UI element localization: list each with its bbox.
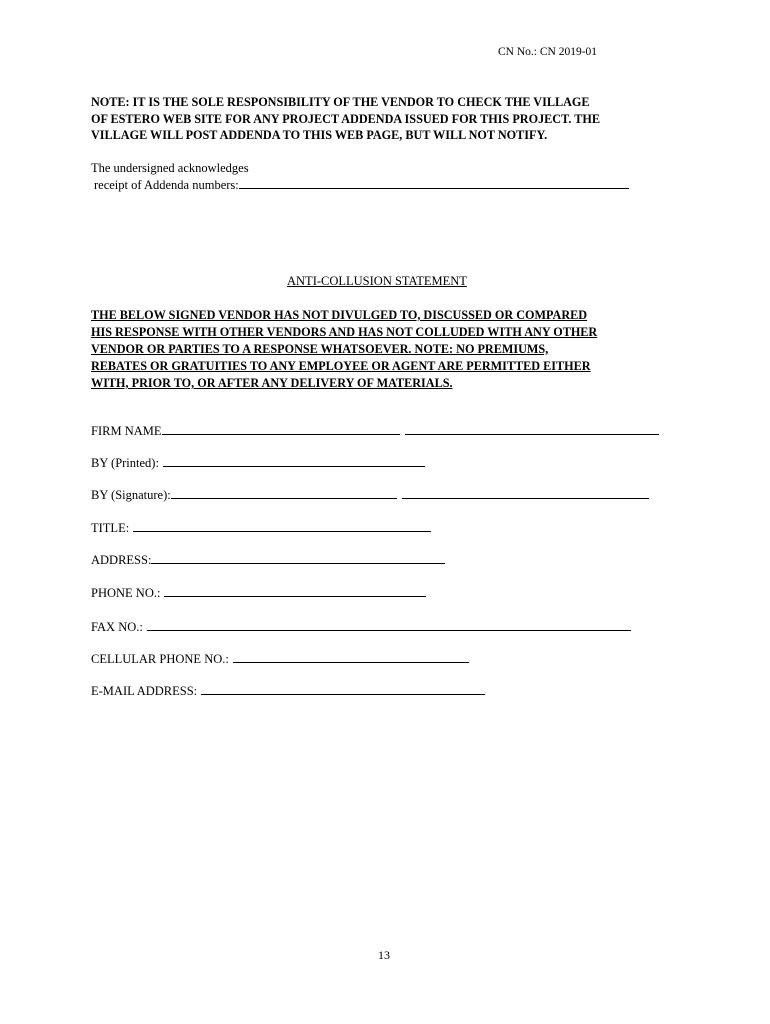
firm-name-field-2[interactable] xyxy=(405,423,659,435)
cn-number: CN No.: CN 2019-01 xyxy=(498,46,598,58)
email-label: E-MAIL ADDRESS: xyxy=(91,684,198,698)
cellular-field[interactable] xyxy=(233,651,469,663)
title-field[interactable] xyxy=(133,520,431,532)
title-row xyxy=(91,520,431,535)
firm-name-label: FIRM NAME xyxy=(91,424,162,438)
statement-line: HIS RESPONSE WITH OTHER VENDORS AND HAS NOT COLLUDED WITH ANY OTHER xyxy=(91,325,598,339)
signature-field-2[interactable] xyxy=(402,487,649,499)
statement-line: THE BELOW SIGNED VENDOR HAS NOT DIVULGED TO, DISCUSSED OR COMPARED xyxy=(91,308,588,322)
statement-line: VENDOR OR PARTIES TO A RESPONSE WHATSOEVER. NOTE: NO PREMIUMS, xyxy=(91,342,549,356)
signature-field[interactable] xyxy=(171,487,397,499)
address-label: ADDRESS: xyxy=(91,553,152,567)
address-field[interactable] xyxy=(151,552,445,564)
email-row xyxy=(91,683,485,698)
note-line: VILLAGE WILL POST ADDENDA TO THIS WEB PAGE, BUT WILL NOT NOTIFY. xyxy=(91,128,548,142)
phone-field[interactable] xyxy=(164,585,426,597)
anti-collusion-title: ANTI-COLLUSION STATEMENT xyxy=(287,274,467,288)
phone-label: PHONE NO.: xyxy=(91,586,161,600)
firm-name-row xyxy=(91,423,659,438)
fax-label: FAX NO.: xyxy=(91,620,143,634)
anti-collusion-statement xyxy=(91,307,691,392)
phone-row xyxy=(91,585,426,600)
statement-line: WITH, PRIOR TO, OR AFTER ANY DELIVERY OF MATERIALS. xyxy=(91,376,453,390)
page-number: 13 xyxy=(378,948,390,962)
cellular-label: CELLULAR PHONE NO.: xyxy=(91,652,229,666)
note-line: NOTE: IT IS THE SOLE RESPONSIBILITY OF THE VENDOR TO CHECK THE VILLAGE xyxy=(91,95,590,109)
cellular-row xyxy=(91,651,469,666)
ack-line-1: The undersigned acknowledges xyxy=(91,161,249,175)
title-label: TITLE: xyxy=(91,521,130,535)
addenda-numbers-field[interactable] xyxy=(239,177,629,189)
by-signature-label: BY (Signature): xyxy=(91,488,171,502)
statement-line: REBATES OR GRATUITIES TO ANY EMPLOYEE OR AGENT ARE PERMITTED EITHER xyxy=(91,359,591,373)
addenda-acknowledgement xyxy=(91,160,629,194)
ack-line-2 xyxy=(91,177,629,194)
fax-field-2[interactable] xyxy=(394,619,631,631)
address-row xyxy=(91,552,445,567)
firm-name-field[interactable] xyxy=(162,423,400,435)
fax-row xyxy=(91,619,631,634)
ack-label: receipt of Addenda numbers: xyxy=(94,178,239,192)
by-printed-row xyxy=(91,455,425,470)
vendor-note xyxy=(91,94,691,144)
note-line: OF ESTERO WEB SITE FOR ANY PROJECT ADDENDA ISSUED FOR THIS PROJECT. THE xyxy=(91,111,600,126)
by-signature-row xyxy=(91,487,649,502)
fax-field[interactable] xyxy=(147,619,394,631)
by-printed-label: BY (Printed): xyxy=(91,456,159,470)
by-printed-field[interactable] xyxy=(163,455,425,467)
email-field[interactable] xyxy=(201,683,485,695)
